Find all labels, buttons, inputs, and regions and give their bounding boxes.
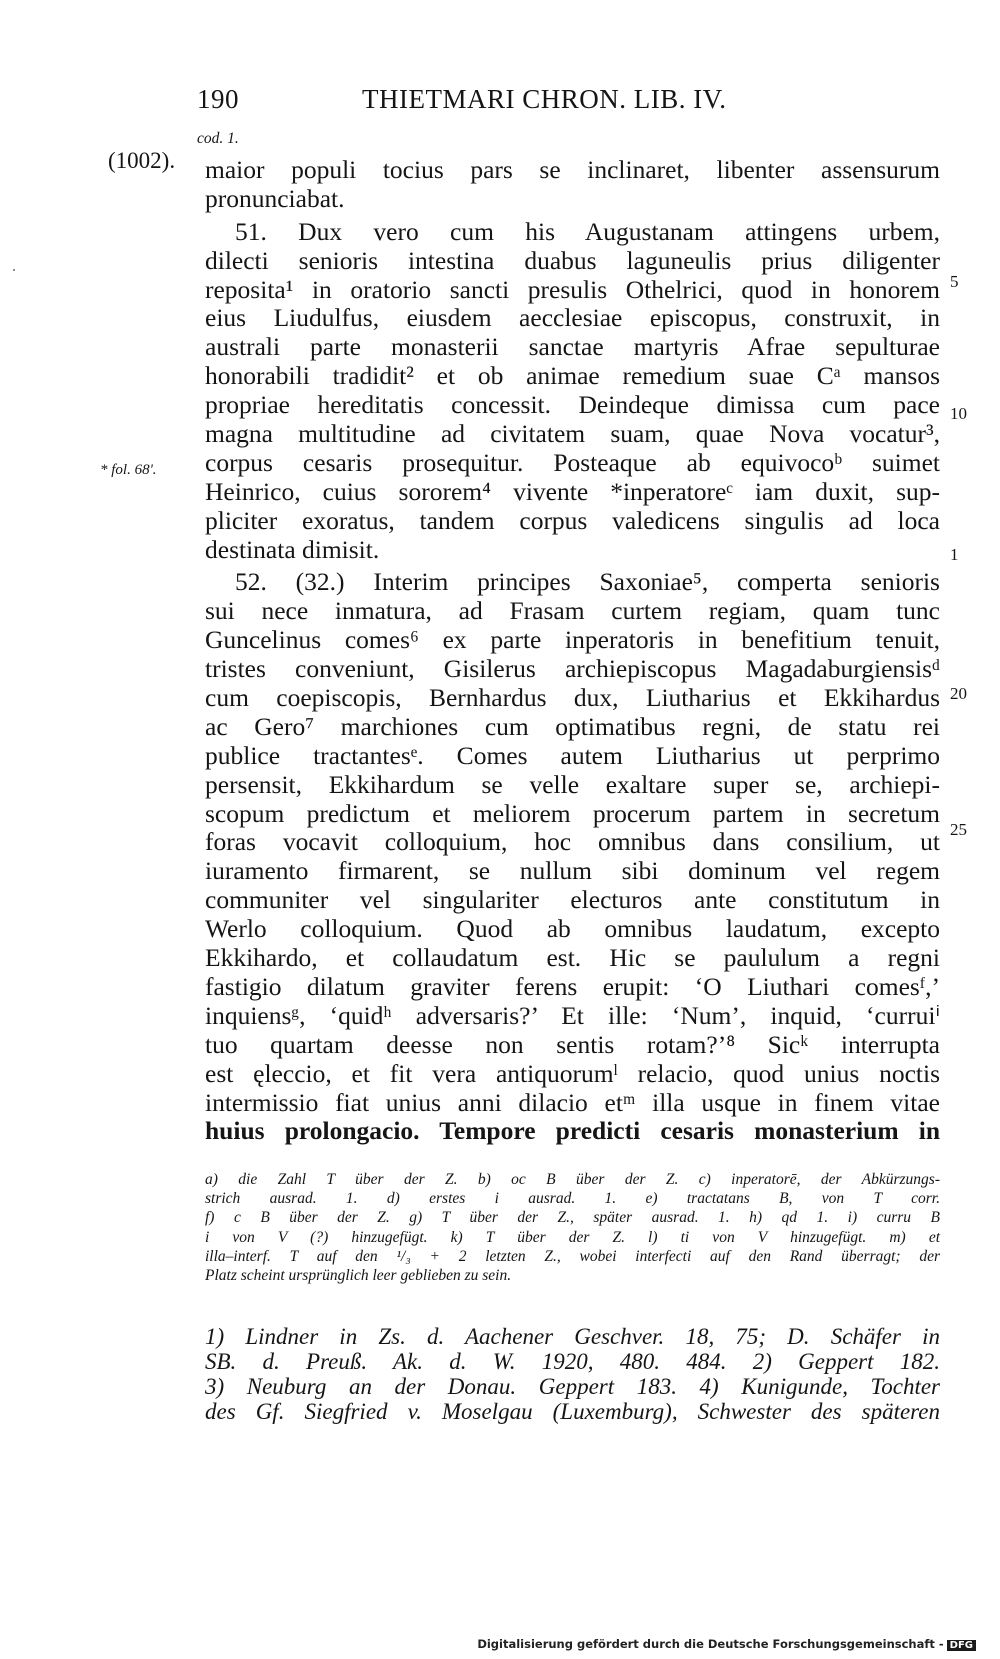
text-line: Werlo colloquium. Quod ab omnibus laudatum, excepto bbox=[205, 914, 940, 944]
apparatus-line: illa–interf. T auf den ¹/₃ + 2 letzten Z., wobei interfecti auf den Rand überragt; der bbox=[205, 1247, 940, 1265]
line-number: 20 bbox=[950, 684, 967, 703]
margin-folio-note: * fol. 68'. bbox=[100, 462, 157, 478]
margin-year: (1002). bbox=[108, 148, 176, 173]
dfg-logo: DFG bbox=[947, 1640, 976, 1651]
text-line: 51. Dux vero cum his Augustanam attingens urbem, bbox=[235, 216, 940, 246]
margin-cod-note: cod. 1. bbox=[197, 130, 239, 147]
footnote-line: 1) Lindner in Zs. d. Aachener Geschver. 18, 75; D. Schäfer in bbox=[205, 1324, 940, 1349]
text-line: destinata dimisit. bbox=[205, 534, 380, 564]
body-text bbox=[205, 156, 940, 1146]
line-number: 1 bbox=[950, 545, 959, 564]
apparatus-line: f) c B über der Z. g) T über der Z., später ausrad. 1. h) qd 1. i) curru B bbox=[205, 1209, 940, 1227]
text-line: communiter vel singulariter electuros ante constitutum in bbox=[205, 885, 940, 915]
text-line: tuo quartam deesse non sentis rotam?’⁸ Sicᵏ interrupta bbox=[205, 1029, 940, 1059]
line-number: 10 bbox=[950, 404, 967, 423]
digitization-credit bbox=[477, 1637, 976, 1651]
credit-text: Digitalisierung gefördert durch die Deutsche Forschungsgemeinschaft - bbox=[477, 1637, 944, 1651]
text-line: corpus cesaris prosequitur. Posteaque ab equivocoᵇ suimet bbox=[205, 447, 940, 477]
text-line: persensit, Ekkihardum se velle exaltare super se, archiepi- bbox=[205, 769, 940, 799]
text-line: inquiensᵍ, ‘quidʰ adversaris?’ Et ille: ‘Num’, inquid, ‘curruiⁱ bbox=[205, 1000, 940, 1030]
text-line: pronunciabat. bbox=[205, 183, 345, 213]
running-title: THIETMARI CHRON. LIB. IV. bbox=[362, 84, 727, 114]
apparatus-line: i von V (?) hinzugefügt. k) T über der Z. l) ti von V hinzugefügt. m) et bbox=[205, 1228, 940, 1246]
text-line: scopum predictum et meliorem procerum partem in secretum bbox=[205, 798, 940, 828]
text-line: iuramento firmarent, se nullum sibi dominum vel regem bbox=[205, 856, 940, 886]
text-line: fastigio dilatum graviter ferens erupit: ‘O Liuthari comesᶠ,’ bbox=[205, 971, 940, 1001]
text-line: est ęleccio, et fit vera antiquorumˡ relacio, quod unius noctis bbox=[205, 1058, 940, 1088]
footnote-line: des Gf. Siegfried v. Moselgau (Luxemburg), Schwester des späteren bbox=[205, 1399, 940, 1424]
text-line: reposita¹ in oratorio sancti presulis Othelrici, quod in honorem bbox=[205, 274, 940, 304]
text-line: ac Gero⁷ marchiones cum optimatibus regni, de statu rei bbox=[205, 711, 940, 741]
footnote-line: 3) Neuburg an der Donau. Geppert 183. 4) Kunigunde, Tochter bbox=[205, 1374, 940, 1399]
text-line: magna multitudine ad civitatem suam, quae Nova vocatur³, bbox=[205, 419, 940, 449]
text-line: publice tractantesᵉ. Comes autem Liutharius ut perprimo bbox=[205, 740, 940, 770]
text-line: Guncelinus comes⁶ ex parte inperatoris in benefitium tenuit, bbox=[205, 625, 940, 655]
text-line: sui nece inmatura, ad Frasam curtem regiam, quam tunc bbox=[205, 596, 940, 626]
page-number: 190 bbox=[197, 84, 239, 114]
text-line: foras vocavit colloquium, hoc omnibus dans consilium, ut bbox=[205, 827, 940, 857]
apparatus-line: a) die Zahl T über der Z. b) oc B über der Z. c) inperatorē, der Abkürzungs- bbox=[205, 1171, 940, 1188]
footnote-line: SB. d. Preuß. Ak. d. W. 1920, 480. 484. 2) Geppert 182. bbox=[205, 1349, 940, 1374]
text-line: huius prolongacio. Tempore predicti cesaris monasterium in bbox=[205, 1116, 940, 1146]
text-line: cum coepiscopis, Bernhardus dux, Liutharius et Ekkihardus bbox=[205, 683, 940, 713]
apparatus-line: strich ausrad. 1. d) erstes i ausrad. 1. e) tractatans B, von T corr. bbox=[205, 1190, 940, 1208]
text-line: 52. (32.) Interim principes Saxoniae⁵, comperta senioris bbox=[235, 567, 940, 597]
text-line: pliciter exoratus, tandem corpus valedicens singulis ad loca bbox=[205, 505, 940, 535]
text-line: propriae hereditatis concessit. Deindeque dimissa cum pace bbox=[205, 390, 940, 420]
text-line: tristes conveniunt, Gisilerus archiepiscopus Magadaburgiensisᵈ bbox=[205, 654, 940, 684]
text-line: Ekkihardo, et collaudatum est. Hic se paululum a regni bbox=[205, 943, 940, 973]
text-line: intermissio fiat unius anni dilacio etᵐ illa usque in finem vitae bbox=[205, 1087, 940, 1117]
scan-speck bbox=[13, 269, 15, 271]
line-number: 5 bbox=[950, 272, 959, 291]
text-line: Heinrico, cuius sororem⁴ vivente *inperatoreᶜ iam duxit, sup- bbox=[205, 476, 940, 506]
text-line: eius Liudulfus, eiusdem aecclesiae episcopus, construxit, in bbox=[205, 303, 940, 333]
apparatus-line: Platz scheint ursprünglich leer geblieben zu sein. bbox=[205, 1266, 512, 1284]
text-line: dilecti senioris intestina duabus laguneulis prius diligenter bbox=[205, 245, 940, 275]
text-line: honorabili tradidit² et ob animae remedium suae Cᵃ mansos bbox=[205, 361, 940, 391]
footnotes bbox=[205, 1324, 940, 1424]
critical-apparatus bbox=[205, 1170, 940, 1285]
text-line: australi parte monasterii sanctae martyris Afrae sepulturae bbox=[205, 332, 940, 362]
text-line: maior populi tocius pars se inclinaret, libenter assensurum bbox=[205, 155, 940, 184]
line-number: 25 bbox=[950, 820, 967, 839]
